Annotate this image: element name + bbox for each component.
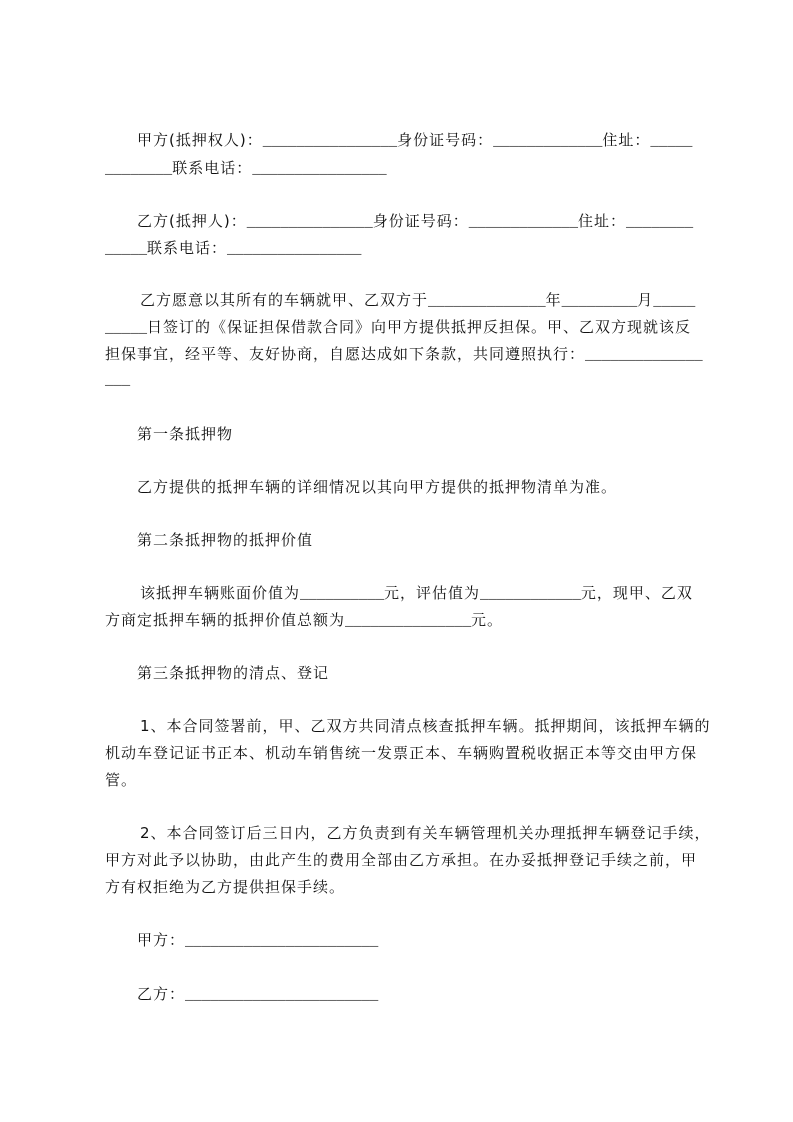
article-2-line-1 — [140, 583, 693, 603]
clause-1-line-1 — [140, 716, 711, 736]
party-b-signature-line — [137, 984, 378, 1004]
article-1-heading — [137, 424, 233, 444]
article-2-line-2 — [105, 610, 503, 630]
clause-1-text-2: 机动车登记证书正本、机动车销售统一发票正本、车辆购置税收据正本等交由甲方保 — [105, 744, 698, 762]
article-2-text-4: 方商定抵押车辆的抵押价值总额为 — [105, 611, 346, 629]
clause-2-line-1 — [140, 823, 711, 843]
total-value-blank: _______________ — [345, 614, 472, 630]
article-2-heading — [137, 530, 313, 550]
preamble-text-1: 乙方愿意以其所有的车辆就甲、乙双方于 — [140, 291, 429, 309]
party-a-signature-blank: _______________________ — [185, 934, 379, 950]
article-2-text-5: 元。 — [471, 611, 504, 629]
clause-1-line-2 — [105, 743, 697, 763]
party-a-phone-label: 联系电话： — [172, 159, 253, 177]
article-2-heading-text: 第二条抵押物的抵押价值 — [137, 531, 314, 549]
clause-2-text-1: 2、本合同签订后三日内，乙方负责到有关车辆管理机关办理抵押车辆登记手续， — [140, 824, 711, 842]
preamble-line-4 — [105, 371, 130, 391]
preamble-line-1 — [140, 290, 695, 310]
party-b-address-blank: ________ — [626, 215, 694, 231]
clause-2-line-3 — [105, 877, 345, 897]
preamble-day-blank: _____ — [653, 294, 696, 310]
preamble-text-2: 日签订的《保证担保借款合同》向甲方提供抵押反担保。甲、乙双方现就该反 — [147, 318, 692, 336]
party-a-address-blank: _____ — [650, 134, 693, 150]
article-3-heading — [137, 663, 329, 683]
assessed-value-blank: ____________ — [480, 587, 581, 603]
preamble-text-3: 担保事宜，经平等、友好协商，自愿达成如下条款，共同遵照执行： — [105, 345, 586, 363]
party-b-id-blank: _____________ — [468, 215, 578, 231]
party-a-id-label: 身份证号码： — [397, 131, 494, 149]
party-a-contact-line — [105, 158, 387, 178]
preamble-year-blank: ______________ — [428, 294, 546, 310]
party-a-label: 甲方(抵押权人)： — [137, 131, 263, 149]
preamble-line-2 — [105, 317, 691, 337]
party-b-label: 乙方(抵押人)： — [137, 212, 247, 230]
preamble-month-blank: _________ — [561, 294, 638, 310]
clause-1-text-1: 1、本合同签署前，甲、乙双方共同清点核查抵押车辆。抵押期间，该抵押车辆的 — [140, 717, 711, 735]
preamble-tail-blank: ______________ — [585, 348, 703, 364]
party-a-address-blank-cont: ________ — [105, 162, 173, 178]
party-b-signature-label: 乙方： — [137, 985, 186, 1003]
article-2-text-2: 元，评估值为 — [384, 584, 481, 602]
clause-1-line-3 — [105, 770, 137, 790]
party-b-contact-line — [105, 238, 361, 258]
party-a-signature-label: 甲方： — [137, 931, 186, 949]
party-b-phone-blank: ________________ — [227, 242, 362, 258]
preamble-line-3 — [105, 344, 703, 364]
article-3-heading-text: 第三条抵押物的清点、登记 — [137, 664, 330, 682]
preamble-month-label: 月 — [637, 291, 654, 309]
party-b-id-label: 身份证号码： — [372, 212, 469, 230]
party-b-name-blank: _______________ — [246, 215, 373, 231]
party-b-address-blank-cont: _____ — [105, 242, 148, 258]
party-b-phone-label: 联系电话： — [147, 239, 228, 257]
article-1-heading-text: 第一条抵押物 — [137, 425, 234, 443]
article-1-body — [137, 477, 617, 497]
article-2-text-3: 元，现甲、乙双 — [580, 584, 693, 602]
clause-2-line-2 — [105, 850, 697, 870]
party-a-signature-line — [137, 930, 378, 950]
party-b-info-line — [137, 211, 693, 231]
preamble-year-label: 年 — [545, 291, 562, 309]
clause-2-text-2: 甲方对此予以协助，由此产生的费用全部由乙方承担。在办妥抵押登记手续之前，甲 — [105, 851, 698, 869]
preamble-tail-blank-cont: ___ — [105, 373, 131, 389]
party-a-id-blank: _____________ — [493, 134, 603, 150]
preamble-day-blank-cont: _____ — [105, 321, 148, 337]
article-2-text-1: 该抵押车辆账面价值为 — [140, 584, 301, 602]
party-a-info-line — [137, 130, 692, 150]
party-b-signature-blank: _______________________ — [185, 988, 379, 1004]
article-1-body-text: 乙方提供的抵押车辆的详细情况以其向甲方提供的抵押物清单为准。 — [137, 478, 618, 496]
book-value-blank: __________ — [300, 587, 385, 603]
party-a-name-blank: ________________ — [262, 134, 398, 150]
clause-2-text-3: 方有权拒绝为乙方提供担保手续。 — [105, 878, 346, 896]
clause-1-text-3: 管。 — [105, 771, 138, 789]
party-b-address-label: 住址： — [577, 212, 626, 230]
party-a-address-label: 住址： — [602, 131, 651, 149]
party-a-phone-blank: ________________ — [252, 162, 387, 178]
